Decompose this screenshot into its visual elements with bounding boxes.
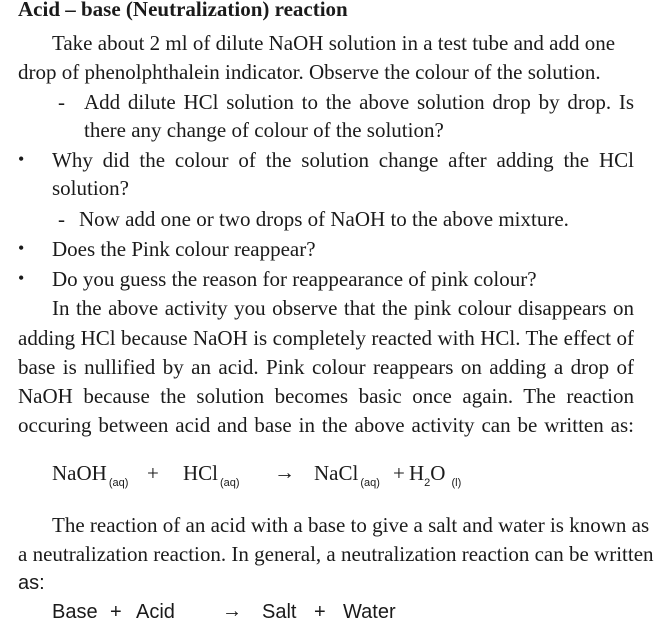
para2-line-5: occuring between acid and base in the above activity can be written as: <box>18 413 634 437</box>
para2-line-3: base is nullified by an acid. Pink colour reappears on adding a drop of <box>18 355 634 379</box>
section-title: Acid – base (Neutralization) reaction <box>18 0 348 21</box>
para2-line-1: In the above activity you observe that the pink colour disappears on <box>52 296 634 320</box>
word-eq-acid: Acid <box>136 601 175 623</box>
eq-reactant-naoh: NaOH $_{(aq)}$ <box>52 461 129 489</box>
eq-plus-1: + <box>147 461 159 485</box>
word-eq-plus-1: + <box>110 601 122 623</box>
bullet3-marker: • <box>18 268 25 288</box>
eq-arrow: → <box>274 460 295 484</box>
bullet3-text: Do you guess the reason for reappearance of pink colour? <box>52 267 537 291</box>
para3-line-1: The reaction of an acid with a base to give a salt and water is known as <box>52 513 650 537</box>
para2-line-4: NaOH because the solution becomes basic once again. The reaction <box>18 384 634 408</box>
eq-plus-2: + <box>393 461 405 485</box>
para3-line-2: a neutralization reaction. In general, a neutralization reaction can be written <box>18 542 654 566</box>
para1-line-2: drop of phenolphthalein indicator. Observe the colour of the solution. <box>18 60 601 84</box>
para2-line-2: adding HCl because NaOH is completely reacted with HCl. The effect of <box>18 326 634 350</box>
step1-line-1: Add dilute HCl solution to the above solution drop by drop. Is <box>84 90 634 114</box>
bullet1-marker: • <box>18 149 25 169</box>
bullet1-line-1: Why did the colour of the solution change after adding the HCl <box>52 148 634 172</box>
eq-product-water: $H_2O$ $_{(l)}$ <box>409 461 462 489</box>
eq-reactant-hcl: HCl $_{(aq)}$ <box>183 461 240 489</box>
step2-dash: - <box>58 207 65 231</box>
word-eq-base: Base <box>52 601 98 623</box>
word-eq-plus-2: + <box>314 601 326 623</box>
bullet2-marker: • <box>18 238 25 258</box>
step1-line-2: there any change of colour of the solution? <box>84 118 444 142</box>
para1-line-1: Take about 2 ml of dilute NaOH solution in a test tube and add one <box>52 31 616 55</box>
word-eq-salt: Salt <box>262 601 297 623</box>
word-eq-water: Water <box>343 601 396 623</box>
step1-dash: - <box>58 90 65 114</box>
step2-text: Now add one or two drops of NaOH to the above mixture. <box>79 207 569 231</box>
word-eq-arrow: → <box>222 600 242 622</box>
bullet2-text: Does the Pink colour reappear? <box>52 237 316 261</box>
eq-product-nacl: NaCl $_{(aq)}$ <box>314 461 380 489</box>
bullet1-line-2: solution? <box>52 176 129 200</box>
para3-line-3: as: <box>18 572 45 594</box>
